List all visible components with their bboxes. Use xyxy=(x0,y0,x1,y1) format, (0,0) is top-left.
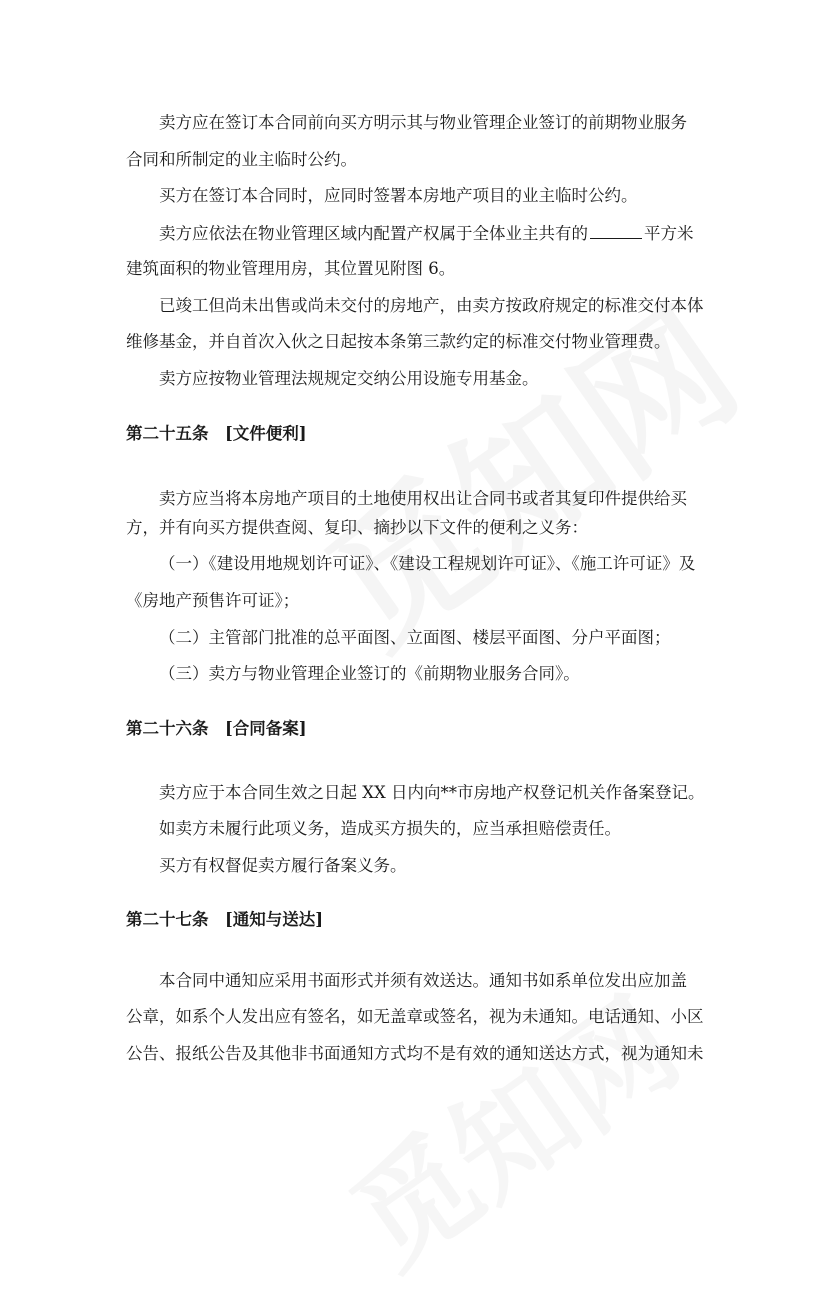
paragraph-text: 卖方应依法在物业管理区域内配置产权属于全体业主共有的 xyxy=(159,224,588,243)
list-item-line: （二）主管部门批准的总平面图、立面图、楼层平面图、分户平面图； xyxy=(159,628,671,647)
paragraph-line: 已竣工但尚未出售或尚未交付的房地产，由卖方按政府规定的标准交付本体 xyxy=(159,296,704,315)
paragraph-line xyxy=(126,222,716,245)
paragraph-text: 平方米 xyxy=(644,224,694,243)
list-item-line: （一）《建设用地规划许可证》、《建设工程规划许可证》、《施工许可证》及 xyxy=(159,554,696,573)
section-heading: 第二十七条 [通知与送达] xyxy=(126,910,324,929)
paragraph-line: 如卖方未履行此项义务，造成买方损失的，应当承担赔偿责任。 xyxy=(159,819,621,838)
paragraph-line: 买方在签订本合同时，应同时签署本房地产项目的业主临时公约。 xyxy=(159,186,638,205)
paragraph-line: 方，并有向买方提供查阅、复印、摘抄以下文件的便利之义务： xyxy=(126,518,588,537)
list-item-line: （三）卖方与物业管理企业签订的《前期物业服务合同》。 xyxy=(159,664,580,683)
paragraph-line: 公告、报纸公告及其他非书面通知方式均不是有效的通知送达方式，视为通知未 xyxy=(126,1044,704,1063)
paragraph-line: 建筑面积的物业管理用房，其位置见附图 6。 xyxy=(126,259,456,278)
list-item-line: 《房地产预售许可证》； xyxy=(126,591,300,610)
fill-blank xyxy=(590,222,642,239)
paragraph-line: 合同和所制定的业主临时公约。 xyxy=(126,150,357,169)
paragraph-line: 卖方应在签订本合同前向买方明示其与物业管理企业签订的前期物业服务 xyxy=(159,113,687,132)
section-heading: 第二十五条 [文件便利] xyxy=(126,424,307,443)
paragraph-line: 卖方应当将本房地产项目的土地使用权出让合同书或者其复印件提供给买 xyxy=(159,489,687,508)
paragraph-line: 卖方应按物业管理法规规定交纳公用设施专用基金。 xyxy=(159,369,539,388)
section-heading: 第二十六条 [合同备案] xyxy=(126,719,307,738)
paragraph-line: 公章，如系个人发出应有签名，如无盖章或签名，视为未通知。电话通知、小区 xyxy=(126,1007,704,1026)
paragraph-line: 卖方应于本合同生效之日起 XX 日内向**市房地产权登记机关作备案登记。 xyxy=(159,783,705,802)
paragraph-line: 本合同中通知应采用书面形式并须有效送达。通知书如系单位发出应加盖 xyxy=(159,971,687,990)
paragraph-line: 买方有权督促卖方履行备案义务。 xyxy=(159,856,407,875)
paragraph-line: 维修基金，并自首次入伙之日起按本条第三款约定的标准交付物业管理费。 xyxy=(126,332,671,351)
watermark-lower xyxy=(313,952,707,1299)
